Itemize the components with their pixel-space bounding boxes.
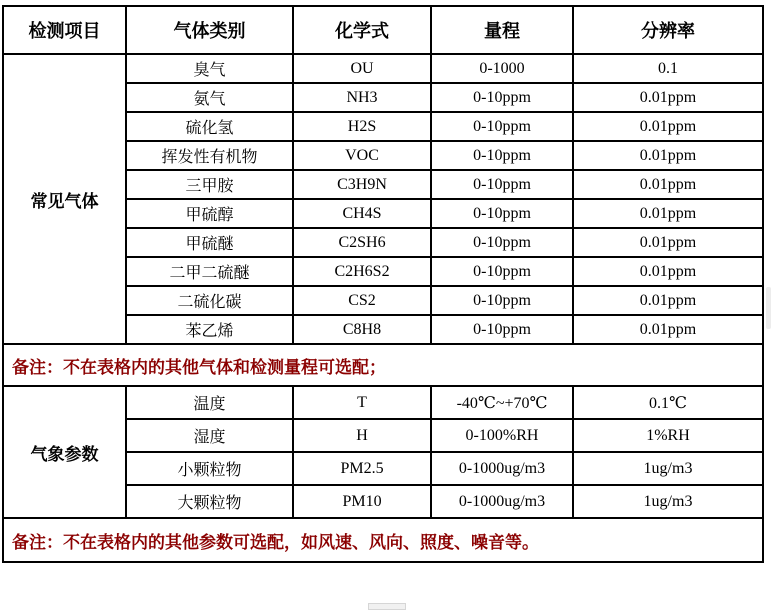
- formula-cell: PM10: [293, 485, 431, 518]
- formula-cell: C3H9N: [293, 170, 431, 199]
- header-range: 量程: [431, 6, 573, 54]
- formula-cell: H: [293, 419, 431, 452]
- resolution-cell: 0.01ppm: [573, 199, 763, 228]
- formula-cell: CH4S: [293, 199, 431, 228]
- resolution-cell: 0.1: [573, 54, 763, 83]
- weather-note-text: 备注：不在表格内的其他参数可选配，如风速、风向、照度、噪音等。: [3, 518, 763, 562]
- range-cell: 0-10ppm: [431, 315, 573, 344]
- resolution-cell: 0.01ppm: [573, 83, 763, 112]
- table-header-row: [3, 6, 763, 54]
- resolution-cell: 0.01ppm: [573, 315, 763, 344]
- resolution-cell: 0.01ppm: [573, 141, 763, 170]
- header-formula: 化学式: [293, 6, 431, 54]
- param-name-cell: 温度: [126, 386, 293, 419]
- range-cell: 0-1000ug/m3: [431, 452, 573, 485]
- gas-name-cell: 二硫化碳: [126, 286, 293, 315]
- param-name-cell: 湿度: [126, 419, 293, 452]
- group-label-common-gases: 常见气体: [3, 54, 126, 344]
- range-cell: 0-1000ug/m3: [431, 485, 573, 518]
- resolution-cell: 0.1℃: [573, 386, 763, 419]
- range-cell: 0-100%RH: [431, 419, 573, 452]
- header-gas-type: 气体类别: [126, 6, 293, 54]
- param-name-cell: 小颗粒物: [126, 452, 293, 485]
- formula-cell: T: [293, 386, 431, 419]
- gas-name-cell: 二甲二硫醚: [126, 257, 293, 286]
- range-cell: 0-10ppm: [431, 112, 573, 141]
- range-cell: 0-10ppm: [431, 286, 573, 315]
- resolution-cell: 0.01ppm: [573, 286, 763, 315]
- gas-note-text: 备注：不在表格内的其他气体和检测量程可选配；: [3, 344, 763, 386]
- resolution-cell: 0.01ppm: [573, 257, 763, 286]
- resolution-cell: 1ug/m3: [573, 452, 763, 485]
- table-row: [3, 386, 763, 419]
- resolution-cell: 0.01ppm: [573, 112, 763, 141]
- param-name-cell: 大颗粒物: [126, 485, 293, 518]
- gas-name-cell: 氨气: [126, 83, 293, 112]
- resolution-cell: 0.01ppm: [573, 170, 763, 199]
- horizontal-scrollbar-thumb[interactable]: [368, 603, 406, 610]
- range-cell: 0-10ppm: [431, 141, 573, 170]
- formula-cell: C2H6S2: [293, 257, 431, 286]
- range-cell: 0-10ppm: [431, 257, 573, 286]
- group-label-weather-params: 气象参数: [3, 386, 126, 518]
- gas-name-cell: 甲硫醚: [126, 228, 293, 257]
- gas-name-cell: 甲硫醇: [126, 199, 293, 228]
- weather-note-row: [3, 518, 763, 562]
- gas-name-cell: 硫化氢: [126, 112, 293, 141]
- formula-cell: PM2.5: [293, 452, 431, 485]
- formula-cell: C2SH6: [293, 228, 431, 257]
- formula-cell: CS2: [293, 286, 431, 315]
- formula-cell: NH3: [293, 83, 431, 112]
- gas-note-row: [3, 344, 763, 386]
- header-resolution: 分辨率: [573, 6, 763, 54]
- gas-name-cell: 臭气: [126, 54, 293, 83]
- gas-name-cell: 挥发性有机物: [126, 141, 293, 170]
- range-cell: 0-10ppm: [431, 228, 573, 257]
- range-cell: 0-10ppm: [431, 199, 573, 228]
- range-cell: -40℃~+70℃: [431, 386, 573, 419]
- resolution-cell: 1ug/m3: [573, 485, 763, 518]
- vertical-scrollbar-thumb[interactable]: [766, 287, 771, 329]
- range-cell: 0-10ppm: [431, 170, 573, 199]
- gas-spec-table: [2, 5, 764, 563]
- formula-cell: VOC: [293, 141, 431, 170]
- table-row: [3, 54, 763, 83]
- gas-name-cell: 三甲胺: [126, 170, 293, 199]
- resolution-cell: 1%RH: [573, 419, 763, 452]
- range-cell: 0-1000: [431, 54, 573, 83]
- range-cell: 0-10ppm: [431, 83, 573, 112]
- formula-cell: C8H8: [293, 315, 431, 344]
- gas-name-cell: 苯乙烯: [126, 315, 293, 344]
- formula-cell: H2S: [293, 112, 431, 141]
- header-detection-item: 检测项目: [3, 6, 126, 54]
- formula-cell: OU: [293, 54, 431, 83]
- resolution-cell: 0.01ppm: [573, 228, 763, 257]
